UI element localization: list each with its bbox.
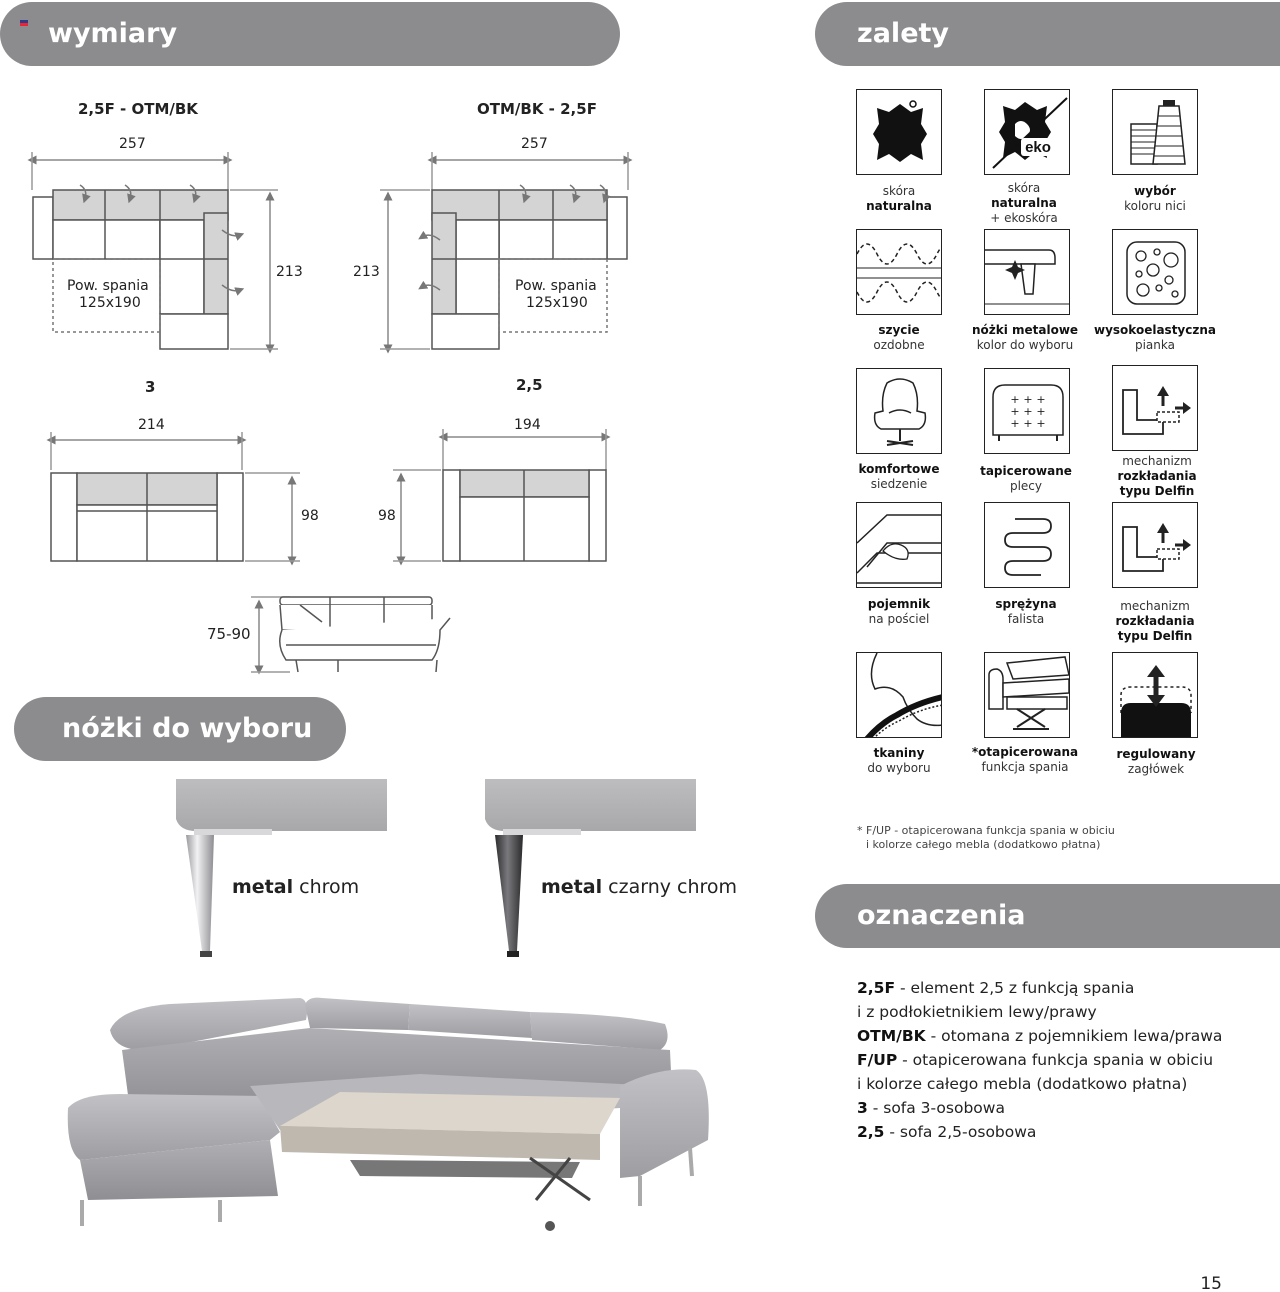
marking-line: 2,5 - sofa 2,5-osobowa	[857, 1123, 1037, 1141]
sofa25-label: 2,5	[516, 376, 543, 394]
fabric-icon	[856, 652, 942, 738]
svg-text:+: +	[1023, 393, 1033, 406]
caption-foam: wysokoelastyczna pianka	[1094, 323, 1216, 352]
caption-delfin-1: mechanizm rozkładania typu Delfin	[1117, 454, 1197, 498]
thread-spool-icon	[1112, 89, 1198, 175]
corner-left-sleep-label: Pow. spania	[67, 278, 149, 294]
corner-right-label: OTM/BK - 2,5F	[477, 100, 597, 118]
caption-stitching: szycie ozdobne	[873, 323, 925, 352]
sofa25-depth: 98	[378, 508, 396, 524]
caption-storage: pojemnik na pościel	[867, 597, 931, 626]
caption-leather: skóra naturalna	[866, 184, 932, 213]
leg-black-chrome-label	[541, 876, 737, 898]
corner-left-width: 257	[119, 136, 146, 152]
leg-black-chrome-finish: czarny chrom	[608, 876, 738, 898]
dimensions-title: wymiary	[48, 18, 178, 49]
leg-chrome-label	[232, 876, 359, 898]
flag-icon	[20, 20, 28, 26]
leg-chrome-finish: chrom	[299, 876, 360, 898]
caption-egg-chair: komfortowe siedzenie	[858, 462, 940, 491]
corner-left-label: 2,5F - OTM/BK	[78, 100, 198, 118]
foam-icon	[1112, 229, 1198, 315]
footnote	[857, 824, 1115, 852]
sofa-photo	[60, 990, 720, 1240]
corner-left-depth: 213	[276, 264, 303, 280]
leg-chrome-image	[176, 779, 387, 959]
leg-black-chrome-image	[485, 779, 696, 959]
advantages-title: zalety	[857, 18, 950, 49]
marking-line: i kolorze całego mebla (dodatkowo płatna)	[857, 1075, 1188, 1093]
egg-chair-icon	[856, 368, 942, 454]
caption-headrest: regulowany zagłówek	[1116, 747, 1196, 776]
legs-title: nóżki do wyboru	[62, 713, 313, 744]
caption-upholstered-back: tapicerowane plecy	[980, 464, 1072, 493]
spring-icon	[984, 502, 1070, 588]
svg-text:+: +	[1023, 417, 1033, 430]
sofa3-width: 214	[138, 417, 165, 433]
svg-text:+: +	[1023, 405, 1033, 418]
marking-line: F/UP - otapicerowana funkcja spania w obiciu	[857, 1051, 1214, 1069]
sofa3-label: 3	[145, 378, 156, 396]
marking-line: i z podłokietnikiem lewy/prawy	[857, 1003, 1097, 1021]
advantages-header	[815, 2, 1280, 66]
footnote-line2: i kolorze całego mebla (dodatkowo płatna)	[866, 838, 1101, 851]
corner-right-sleep-label: Pow. spania	[515, 278, 597, 294]
metal-leg-icon	[984, 229, 1070, 315]
markings-legend	[857, 976, 1257, 1144]
delfin-mechanism-icon	[1112, 365, 1198, 451]
svg-text:+: +	[1010, 417, 1020, 430]
svg-text:+: +	[1036, 393, 1046, 406]
stitching-icon	[856, 229, 942, 315]
eco-leather-icon	[984, 89, 1070, 175]
leather-icon	[856, 89, 942, 175]
corner-right-width: 257	[521, 136, 548, 152]
caption-eco-leather: skóra naturalna + ekoskóra	[990, 181, 1058, 225]
sleep-function-icon	[984, 652, 1070, 738]
page-number: 15	[1200, 1274, 1222, 1292]
svg-text:+: +	[1036, 417, 1046, 430]
svg-text:+: +	[1036, 405, 1046, 418]
caption-thread: wybór koloru nici	[1124, 184, 1186, 213]
legs-header	[14, 697, 346, 761]
sofa25-width: 194	[514, 417, 541, 433]
svg-text:+: +	[1010, 393, 1020, 406]
marking-line: OTM/BK - otomana z pojemnikiem lewa/prawa	[857, 1027, 1223, 1045]
caption-delfin-2: mechanizm rozkładania typu Delfin	[1115, 599, 1195, 643]
svg-text:+: +	[1010, 405, 1020, 418]
delfin-mechanism-icon-2	[1112, 502, 1198, 588]
upholstered-back-icon	[984, 368, 1070, 454]
corner-right-sleep-size: 125x190	[526, 295, 588, 311]
leg-black-chrome-material: metal	[541, 876, 603, 898]
storage-box-icon	[856, 502, 942, 588]
headrest-icon	[1112, 652, 1198, 738]
caption-fabric: tkaniny do wyboru	[867, 746, 931, 775]
marking-line: 2,5F - element 2,5 z funkcją spania	[857, 979, 1135, 997]
dimension-drawings	[0, 90, 660, 690]
side-height: 75-90	[207, 625, 251, 643]
footnote-line1: * F/UP - otapicerowana funkcja spania w obiciu	[857, 824, 1115, 837]
leg-chrome-material: metal	[232, 876, 294, 898]
corner-right-depth: 213	[353, 264, 380, 280]
caption-metal-leg: nóżki metalowe kolor do wyboru	[971, 323, 1079, 352]
markings-header	[815, 884, 1280, 948]
marking-line: 3 - sofa 3-osobowa	[857, 1099, 1005, 1117]
markings-title: oznaczenia	[857, 900, 1026, 931]
sofa3-depth: 98	[301, 508, 319, 524]
caption-sleep-function: *otapicerowana funkcja spania	[971, 745, 1079, 774]
caption-spring: sprężyna falista	[995, 597, 1057, 626]
dimensions-header	[0, 2, 620, 66]
corner-left-sleep-size: 125x190	[79, 295, 141, 311]
svg-text:eko: eko	[1025, 139, 1051, 156]
